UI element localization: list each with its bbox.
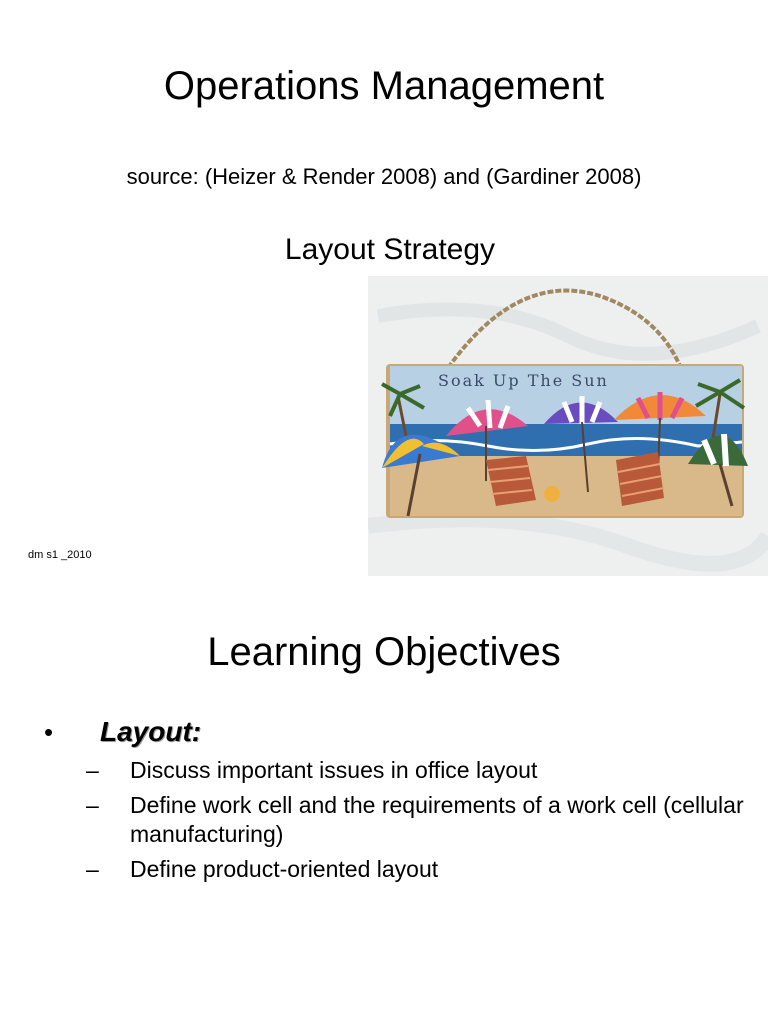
- bullet-heading: Layout:: [100, 716, 202, 747]
- slide-subtitle: Layout Strategy: [284, 233, 496, 266]
- list-item-text: Define product-oriented layout: [130, 856, 439, 882]
- source-citation: source: (Heizer & Render 2008) and (Gardiner 2008): [126, 164, 642, 189]
- dash-icon: –: [86, 856, 99, 882]
- beach-ball: [544, 486, 560, 502]
- list-item: [86, 756, 746, 785]
- beach-sign-illustration: [368, 276, 768, 576]
- sand: [390, 456, 742, 516]
- slide-title: Learning Objectives: [207, 630, 561, 674]
- list-item-text: Define work cell and the requirements of a work cell (cellular manufacturing): [130, 792, 744, 847]
- list-item: [86, 855, 746, 884]
- list-item-text: Discuss important issues in office layout: [130, 757, 538, 783]
- beach-sign-image: [368, 276, 768, 576]
- slide-2: [0, 590, 768, 1024]
- sign-caption: Soak Up The Sun: [438, 371, 609, 390]
- objective-list: [86, 756, 746, 890]
- beach-chair-right: [616, 452, 664, 506]
- bullet-icon: •: [44, 716, 54, 747]
- slide-title: Operations Management: [163, 64, 605, 108]
- slide-footer: dm s1 _2010: [28, 549, 92, 561]
- bullet-item: [44, 712, 201, 752]
- list-item: [86, 791, 746, 849]
- dash-icon: –: [86, 792, 99, 818]
- dash-icon: –: [86, 757, 99, 783]
